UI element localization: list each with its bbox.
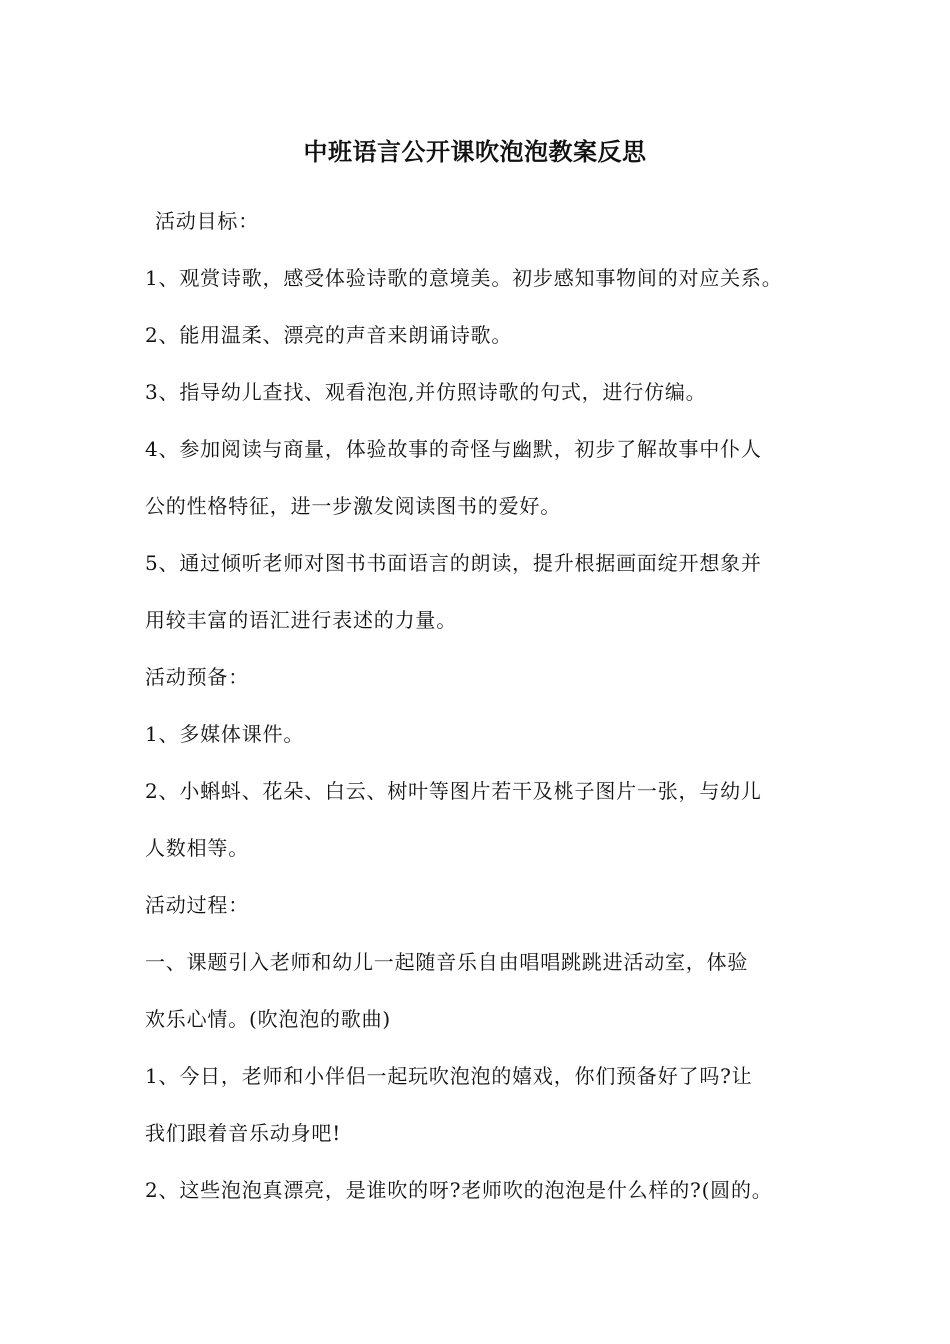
section-heading-process: 活动过程： xyxy=(145,893,249,917)
paragraph-line: 欢乐心情。(吹泡泡的歌曲) xyxy=(145,1007,392,1031)
paragraph-line: 1、多媒体课件。 xyxy=(145,722,305,746)
paragraph-line: 2、能用温柔、漂亮的声音来朗诵诗歌。 xyxy=(145,323,513,347)
paragraph-line: 用较丰富的语汇进行表述的力量。 xyxy=(145,608,457,632)
paragraph-line: 1、观赏诗歌，感受体验诗歌的意境美。初步感知事物间的对应关系。 xyxy=(145,266,783,290)
paragraph-line: 人数相等。 xyxy=(145,836,249,860)
section-heading-preparation: 活动预备： xyxy=(145,665,249,689)
paragraph-line: 2、这些泡泡真漂亮，是谁吹的呀?老师吹的泡泡是什么样的?(圆的。 xyxy=(145,1178,773,1202)
section-heading-goals: 活动目标： xyxy=(155,209,259,233)
paragraph-line: 公的性格特征，进一步激发阅读图书的爱好。 xyxy=(145,494,561,518)
paragraph-line: 一、课题引入老师和幼儿一起随音乐自由唱唱跳跳进活动室，体验 xyxy=(145,950,749,974)
paragraph-line: 4、参加阅读与商量，体验故事的奇怪与幽默，初步了解故事中仆人 xyxy=(145,437,762,461)
paragraph-line: 我们跟着音乐动身吧! xyxy=(145,1121,342,1145)
document-title: 中班语言公开课吹泡泡教案反思 xyxy=(303,137,647,166)
paragraph-line: 1、今日，老师和小伴侣一起玩吹泡泡的嬉戏，你们预备好了吗?让 xyxy=(145,1064,753,1088)
paragraph-line: 2、小蝌蚪、花朵、白云、树叶等图片若干及桃子图片一张，与幼儿 xyxy=(145,779,762,803)
paragraph-line: 3、指导幼儿查找、观看泡泡,并仿照诗歌的句式，进行仿编。 xyxy=(145,380,707,404)
paragraph-line: 5、通过倾听老师对图书书面语言的朗读，提升根据画面绽开想象并 xyxy=(145,551,762,575)
